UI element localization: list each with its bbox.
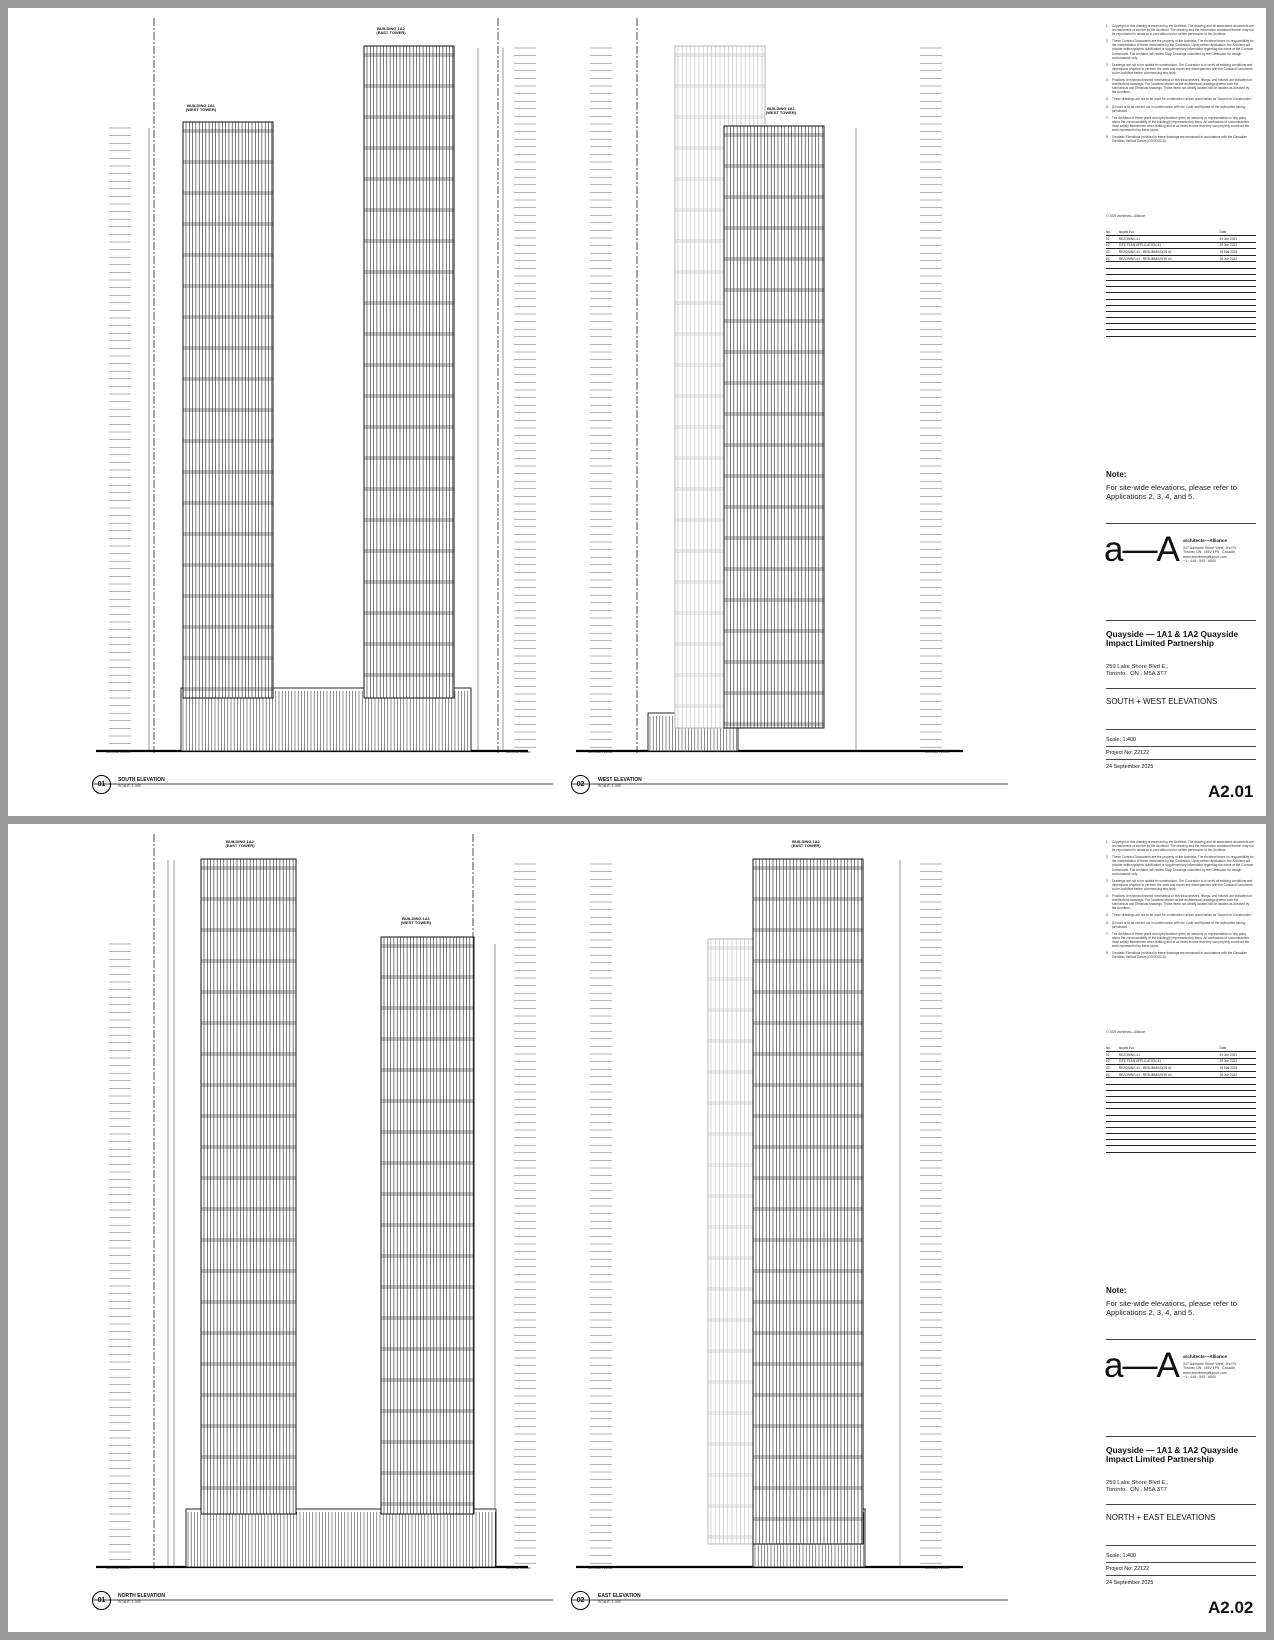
note-number: 8. bbox=[1106, 135, 1109, 140]
note-item bbox=[1106, 39, 1254, 59]
revision-no: 01 bbox=[1106, 236, 1119, 243]
table-row bbox=[1106, 255, 1256, 262]
revision-issue: REZONING #1 - RESUBMISSION #1 bbox=[1119, 249, 1220, 256]
note-item bbox=[1106, 913, 1254, 917]
revision-header: Date bbox=[1220, 1046, 1257, 1052]
tower-label-west bbox=[171, 104, 231, 113]
level-ticks-left-2 bbox=[590, 48, 612, 747]
note-item bbox=[1106, 855, 1254, 875]
note-text: Positions of exposed finished mechanical or electrical devices, fittings, and fixtures are indicated on architectural drawings. The locations shown on the architectural drawings govern over the Mechanical and Electrical drawings. Those items not clearly located will be located as directed by the Architect. bbox=[1112, 894, 1252, 911]
view-title-east-elevation: EAST ELEVATION bbox=[598, 1593, 641, 1599]
podium bbox=[186, 1509, 496, 1567]
title-block bbox=[1091, 824, 1266, 1632]
ground-floor-label: GROUND FLOOR bbox=[106, 750, 131, 754]
view-number: 02 bbox=[571, 775, 590, 794]
project-number: Project No: 22122 bbox=[1106, 750, 1150, 756]
general-notes bbox=[1106, 840, 1254, 962]
revision-date: 29 Jun 2023 bbox=[1220, 242, 1257, 249]
view-scale: SCALE: 1:400 bbox=[118, 784, 141, 788]
table-row-empty bbox=[1106, 1146, 1256, 1152]
level-ticks-left bbox=[109, 128, 131, 744]
firm-address-line: +1 . 416 . 593 . 6500 bbox=[1183, 1375, 1217, 1380]
revision-no: 02 bbox=[1106, 1058, 1119, 1065]
revision-issue: SITE PLAN APPLICATION #1 bbox=[1119, 1058, 1220, 1065]
table-row bbox=[1106, 1065, 1256, 1072]
note-heading: Note: bbox=[1106, 470, 1127, 479]
view-scale: SCALE: 1:400 bbox=[598, 1600, 621, 1604]
note-text: All work is to be carried out in conformance with the Code and Bylaws of the authorities having jurisdiction. bbox=[1112, 104, 1246, 113]
level-ticks-right-2 bbox=[920, 864, 942, 1563]
note-item bbox=[1106, 840, 1254, 852]
elevation-drawing-south-west bbox=[8, 8, 1078, 816]
elevation-drawing-north-east bbox=[8, 824, 1078, 1632]
tower-label-name: BUILDING 1A2 bbox=[792, 839, 820, 844]
firm-address-line: 317 Adelaide Street West, 2nd Flr bbox=[1183, 1362, 1237, 1366]
table-row bbox=[1106, 249, 1256, 256]
divider bbox=[1106, 1339, 1256, 1340]
note-text: Positions of exposed finished mechanical or electrical devices, fittings, and fixtures are indicated on architectural drawings. The locations shown on the architectural drawings govern over the Mechanical and Electrical drawings. Those items not clearly located will be located as directed by the Architect. bbox=[1112, 78, 1252, 95]
general-notes bbox=[1106, 24, 1254, 146]
note-item bbox=[1106, 105, 1254, 113]
revision-date: 29 Jun 2023 bbox=[1220, 236, 1257, 243]
ground-floor-label: GROUND FLOOR bbox=[925, 750, 950, 754]
firm-address-line: 317 Adelaide Street West, 2nd Flr bbox=[1183, 546, 1237, 550]
divider bbox=[1106, 729, 1256, 730]
note-heading: Note: bbox=[1106, 1286, 1127, 1295]
note-text: For site-wide elevations, please refer to Applications 2, 3, 4, and 5. bbox=[1106, 1299, 1237, 1317]
revision-issue: REZONING #1 - RESUBMISSION #2 bbox=[1119, 255, 1220, 262]
ground-floor-label: GROUND FLOOR bbox=[925, 1566, 950, 1570]
copyright: © 2025 architects—Alliance bbox=[1106, 1030, 1146, 1034]
table-row bbox=[1106, 236, 1256, 243]
note-text: The Architect of these plans and specifications gives no warranty or representation to any party about the constructability of the building(s) represented by them. All contractors or subcontractors must satisfy themselves when bidding and at all times ensure that they can properly construct the work represented by these plans. bbox=[1112, 931, 1250, 948]
revision-table bbox=[1106, 230, 1256, 337]
level-ticks-right bbox=[514, 864, 536, 1563]
divider bbox=[1106, 523, 1256, 524]
level-ticks-right bbox=[514, 48, 536, 747]
note-number: 5. bbox=[1106, 97, 1109, 102]
firm-address bbox=[1183, 1362, 1237, 1380]
level-ticks-left-2 bbox=[590, 864, 612, 1563]
tower-label-sub: (EAST TOWER) bbox=[225, 843, 255, 849]
tower-label-sub: (WEST TOWER) bbox=[400, 920, 432, 926]
note-item bbox=[1106, 97, 1254, 101]
note-number: 1. bbox=[1106, 840, 1109, 844]
view-number: 01 bbox=[92, 775, 111, 794]
note-item bbox=[1106, 116, 1254, 132]
ground-floor-label: GROUND FLOOR bbox=[106, 1566, 131, 1570]
firm-logo: a—A bbox=[1104, 530, 1179, 569]
note-number: 8. bbox=[1106, 951, 1109, 956]
firm-logo: a—A bbox=[1104, 1346, 1179, 1385]
project-address-line: Toronto . ON . M5A 3T7 bbox=[1106, 671, 1167, 677]
sheet-number: A2.01 bbox=[1208, 782, 1254, 801]
project-title: Quayside — 1A1 & 1A2 Quayside Impact Limited Partnership bbox=[1106, 1445, 1239, 1465]
note-item bbox=[1106, 78, 1254, 94]
note-number: 5. bbox=[1106, 913, 1109, 918]
note-text: The Architect of these plans and specifications gives no warranty or representation to any party about the constructability of the building(s) represented by them. All contractors or subcontractors must satisfy themselves when bidding and at all times ensure that they can properly construct the work represented by these plans. bbox=[1112, 115, 1250, 132]
revision-date: 15 Mar 2024 bbox=[1220, 1065, 1257, 1072]
view-title-north-elevation: NORTH ELEVATION bbox=[118, 1593, 166, 1599]
scale: Scale: 1:400 bbox=[1106, 1553, 1136, 1559]
note-item bbox=[1106, 932, 1254, 948]
revision-no: 03 bbox=[1106, 249, 1119, 256]
table-row bbox=[1106, 1058, 1256, 1065]
level-ticks-left bbox=[109, 944, 131, 1560]
note-text: Copyright of this drawing is reserved by the Architect. The drawing and all associated documents are an instrument of service by the Architect. The drawing and the information contained therein may not be reproduced in whole or in part without prior written permission of the Architect. bbox=[1112, 24, 1254, 37]
firm-address-line: Toronto ON . M5V 1P9 . Canada bbox=[1183, 1366, 1235, 1371]
firm-address-line: Toronto ON . M5V 1P9 . Canada bbox=[1183, 550, 1235, 555]
revision-header: Date bbox=[1220, 230, 1257, 236]
drawing-sheet-a202 bbox=[8, 824, 1266, 1632]
firm-address-line: www.architectsalliance.com bbox=[1183, 554, 1227, 559]
firm-address-line: +1 . 416 . 593 . 6500 bbox=[1183, 559, 1217, 564]
note-number: 3. bbox=[1106, 62, 1109, 67]
note-item bbox=[1106, 951, 1254, 959]
revision-date: 28 Jun 2024 bbox=[1220, 1071, 1257, 1078]
note-text: These drawings are not to be used for construction unless noted below as "Issued for Construction". bbox=[1112, 913, 1253, 918]
view-scale: SCALE: 1:400 bbox=[118, 1600, 141, 1604]
scale: Scale: 1:400 bbox=[1106, 737, 1136, 743]
tower-label-name: BUILDING 1A1 bbox=[187, 103, 215, 108]
sheet-number: A2.02 bbox=[1208, 1598, 1254, 1617]
revision-no: 04 bbox=[1106, 1071, 1119, 1078]
note-item bbox=[1106, 921, 1254, 929]
project-title: Quayside — 1A1 & 1A2 Quayside Impact Limited Partnership bbox=[1106, 629, 1239, 649]
note-number: 6. bbox=[1106, 104, 1109, 109]
tower-label-east bbox=[210, 840, 270, 849]
project-address bbox=[1106, 1480, 1169, 1494]
note-text: These drawings are not to be used for construction unless noted below as "Issued for Construction". bbox=[1112, 97, 1253, 102]
note-number: 2. bbox=[1106, 855, 1109, 860]
ground-floor-label: GROUND FLOOR bbox=[588, 1566, 613, 1570]
tower-label-sub: (EAST TOWER) bbox=[376, 30, 406, 36]
tower bbox=[753, 859, 863, 1544]
ground-floor-label: GROUND FLOOR bbox=[506, 750, 531, 754]
revision-no: 03 bbox=[1106, 1065, 1119, 1072]
sheet-title: SOUTH + WEST ELEVATIONS bbox=[1106, 697, 1218, 706]
divider bbox=[1106, 746, 1256, 747]
note-text: Copyright of this drawing is reserved by the Architect. The drawing and all associated documents are an instrument of service by the Architect. The drawing and the information contained therein may not be reproduced in whole or in part without prior written permission of the Architect. bbox=[1112, 840, 1254, 853]
revision-date: 29 Jun 2023 bbox=[1220, 1058, 1257, 1065]
revision-header: No. bbox=[1106, 1046, 1119, 1052]
divider bbox=[1106, 759, 1256, 760]
firm-address bbox=[1183, 546, 1237, 564]
tower bbox=[381, 937, 474, 1514]
revision-issue: REZONING #1 - RESUBMISSION #2 bbox=[1119, 1071, 1220, 1078]
title-block bbox=[1091, 8, 1266, 816]
tower-label-name: BUILDING 1A2 bbox=[226, 839, 254, 844]
revision-header: No. bbox=[1106, 230, 1119, 236]
revision-issue: REZONING #1 bbox=[1119, 236, 1220, 243]
note-text: Drawings are not to be scaled for construction. The Contractor is to verify all existing conditions and dimensions required to perform the work and report any discrepancies with the Contract Documents to the Architect before commencing any work. bbox=[1112, 62, 1253, 75]
divider bbox=[1106, 1562, 1256, 1563]
revision-table bbox=[1106, 1046, 1256, 1153]
project-address bbox=[1106, 664, 1169, 678]
project-address-line: Toronto . ON . M5A 3T7 bbox=[1106, 1487, 1167, 1493]
divider bbox=[1106, 1575, 1256, 1576]
tower-label-name: BUILDING 1A1 bbox=[402, 916, 430, 921]
note-text: These Contract Documents are the property of the Architect. The Architect bears no responsibility for the interpretation of these documents by the Contractor. Upon written application, the Architect will provide written/graphic clarification or supplementary information regarding the intent of the Contract Documents. The Architect will review Shop Drawings submitted by the Contractor for design conformance only. bbox=[1112, 39, 1254, 60]
note-item bbox=[1106, 63, 1254, 75]
note-item bbox=[1106, 24, 1254, 36]
firm-address-line: www.architectsalliance.com bbox=[1183, 1370, 1227, 1375]
tower bbox=[708, 939, 758, 1544]
revision-date: 15 Mar 2024 bbox=[1220, 249, 1257, 256]
issue-date: 24 September 2025 bbox=[1106, 1580, 1154, 1586]
tower-label-name: BUILDING 1A2 bbox=[377, 26, 405, 31]
revision-no: 01 bbox=[1106, 1052, 1119, 1059]
note-text: Geodetic Elevations provided in these drawings are measured in accordance with the Canadian Geodetic Vertical Datum (CGVD2013). bbox=[1112, 951, 1247, 960]
issue-date: 24 September 2025 bbox=[1106, 764, 1154, 770]
note-number: 4. bbox=[1106, 894, 1109, 899]
tower-label-name: BUILDING 1A1 bbox=[767, 106, 795, 111]
note-text: All work is to be carried out in conformance with the Code and Bylaws of the authorities having jurisdiction. bbox=[1112, 920, 1246, 929]
note-number: 1. bbox=[1106, 24, 1109, 28]
table-row bbox=[1106, 242, 1256, 249]
view-number: 01 bbox=[92, 1591, 111, 1610]
divider bbox=[1106, 1545, 1256, 1546]
tower-label-east-2 bbox=[776, 840, 836, 849]
view-scale: SCALE: 1:400 bbox=[598, 784, 621, 788]
drawing-sheet-a201 bbox=[8, 8, 1266, 816]
tower-label-sub: (EAST TOWER) bbox=[791, 843, 821, 849]
table-row bbox=[1106, 1052, 1256, 1059]
level-ticks-right-2 bbox=[920, 48, 942, 747]
revision-date: 29 Jun 2023 bbox=[1220, 1052, 1257, 1059]
note-item bbox=[1106, 135, 1254, 143]
note-item bbox=[1106, 894, 1254, 910]
revision-no: 04 bbox=[1106, 255, 1119, 262]
table-row-empty bbox=[1106, 330, 1256, 336]
tower-label-west bbox=[386, 917, 446, 926]
revision-issue: REZONING #1 - RESUBMISSION #1 bbox=[1119, 1065, 1220, 1072]
tower bbox=[183, 122, 273, 698]
revision-issue: SITE PLAN APPLICATION #1 bbox=[1119, 242, 1220, 249]
tower bbox=[201, 859, 296, 1514]
view-title-west-elevation: WEST ELEVATION bbox=[598, 777, 642, 783]
firm-name: architects—Alliance bbox=[1183, 538, 1227, 543]
divider bbox=[1106, 1504, 1256, 1505]
copyright: © 2025 architects—Alliance bbox=[1106, 214, 1146, 218]
revision-date: 28 Jun 2024 bbox=[1220, 255, 1257, 262]
note-text: Drawings are not to be scaled for construction. The Contractor is to verify all existing conditions and dimensions required to perform the work and report any discrepancies with the Contract Documents to the Architect before commencing any work. bbox=[1112, 878, 1253, 891]
revision-issue: REZONING #1 bbox=[1119, 1052, 1220, 1059]
divider bbox=[1106, 1436, 1256, 1437]
revision-header: Issued For bbox=[1119, 1046, 1220, 1052]
tower-label-sub: (WEST TOWER) bbox=[185, 107, 217, 113]
note-text: Geodetic Elevations provided in these drawings are measured in accordance with the Canadian Geodetic Vertical Datum (CGVD2013). bbox=[1112, 135, 1247, 144]
tower-label-sub: (WEST TOWER) bbox=[765, 110, 797, 116]
project-address-line: 259 Lake Shore Blvd E., bbox=[1106, 664, 1169, 670]
tower-label-west-2 bbox=[751, 107, 811, 116]
project-address-line: 259 Lake Shore Blvd E., bbox=[1106, 1480, 1169, 1486]
revision-header: Issued For bbox=[1119, 230, 1220, 236]
table-row bbox=[1106, 1071, 1256, 1078]
view-number: 02 bbox=[571, 1591, 590, 1610]
sheet-title: NORTH + EAST ELEVATIONS bbox=[1106, 1513, 1216, 1522]
firm-name: architects—Alliance bbox=[1183, 1354, 1227, 1359]
note-text: These Contract Documents are the property of the Architect. The Architect bears no responsibility for the interpretation of these documents by the Contractor. Upon written application, the Architect will provide written/graphic clarification or supplementary information regarding the intent of the Contract Documents. The Architect will review Shop Drawings submitted by the Contractor for design conformance only. bbox=[1112, 855, 1254, 876]
ground-floor-label: GROUND FLOOR bbox=[588, 750, 613, 754]
project-number: Project No: 22122 bbox=[1106, 1566, 1150, 1572]
view-title-south-elevation: SOUTH ELEVATION bbox=[118, 777, 165, 783]
tower-label-east bbox=[361, 27, 421, 36]
tower bbox=[364, 46, 454, 698]
note-number: 7. bbox=[1106, 115, 1109, 120]
divider bbox=[1106, 688, 1256, 689]
note-number: 2. bbox=[1106, 39, 1109, 44]
note-number: 4. bbox=[1106, 78, 1109, 83]
divider bbox=[1106, 620, 1256, 621]
note-number: 6. bbox=[1106, 920, 1109, 925]
note-number: 7. bbox=[1106, 931, 1109, 936]
note-number: 3. bbox=[1106, 878, 1109, 883]
ground-floor-label: GROUND FLOOR bbox=[506, 1566, 531, 1570]
note-item bbox=[1106, 879, 1254, 891]
note-text: For site-wide elevations, please refer to Applications 2, 3, 4, and 5. bbox=[1106, 483, 1237, 501]
tower bbox=[724, 126, 824, 728]
revision-no: 02 bbox=[1106, 242, 1119, 249]
